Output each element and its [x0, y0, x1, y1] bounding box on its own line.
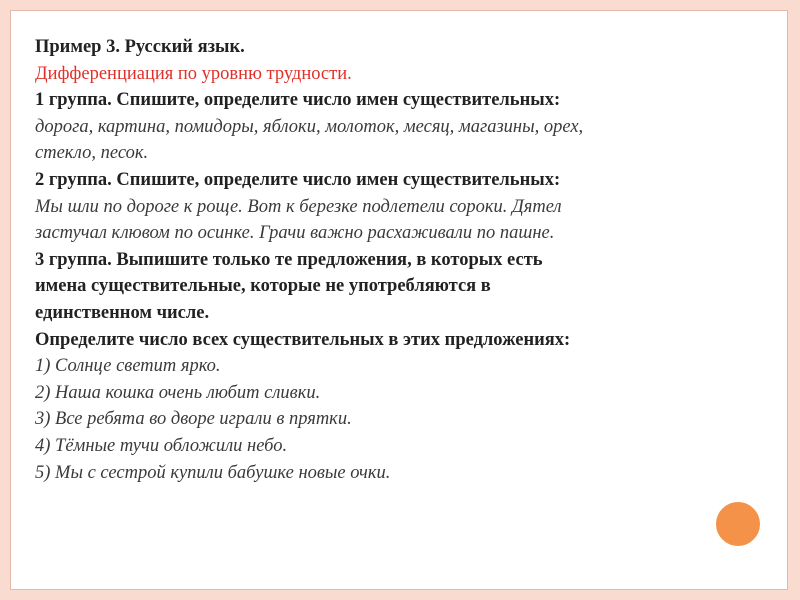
group1-words-line1: дорога, картина, помидоры, яблоки, молоток, месяц, магазины, орех, — [35, 116, 584, 137]
slide-heading: Пример 3. Русский язык. — [35, 37, 245, 57]
group3-task-line4: Определите число всех существительных в этих предложениях: — [35, 329, 571, 350]
group3-task-line1: 3 группа. Выпишите только те предложения, в которых есть — [35, 249, 543, 270]
group1-words-line2: стекло, песок. — [35, 143, 149, 164]
group3-task-line2: имена существительные, которые не употребляются в — [35, 276, 491, 297]
sentence-item: 2) Наша кошка очень любит сливки. — [35, 382, 321, 403]
group3-task-line3: единственном числе. — [35, 302, 210, 323]
sentence-item: 1) Солнце светит ярко. — [35, 356, 221, 377]
slide-content — [35, 34, 735, 486]
sentence-item: 3) Все ребята во дворе играли в прятки. — [35, 409, 352, 430]
sentence-item: 4) Тёмные тучи обложили небо. — [35, 435, 288, 456]
sentence-item: 5) Мы с сестрой купили бабушке новые очки. — [35, 462, 391, 483]
decorative-circle — [713, 499, 763, 549]
slide-subheading: Дифференциация по уровню трудности. — [35, 63, 352, 84]
group2-text-line2: застучал клювом по осинке. Грачи важно расхаживали по пашне. — [35, 223, 555, 244]
group1-task: 1 группа. Спишите, определите число имен существительных: — [35, 90, 561, 111]
group2-task: 2 группа. Спишите, определите число имен существительных: — [35, 169, 561, 190]
group2-text-line1: Мы шли по дороге к роще. Вот к березке подлетели сороки. Дятел — [35, 196, 562, 217]
